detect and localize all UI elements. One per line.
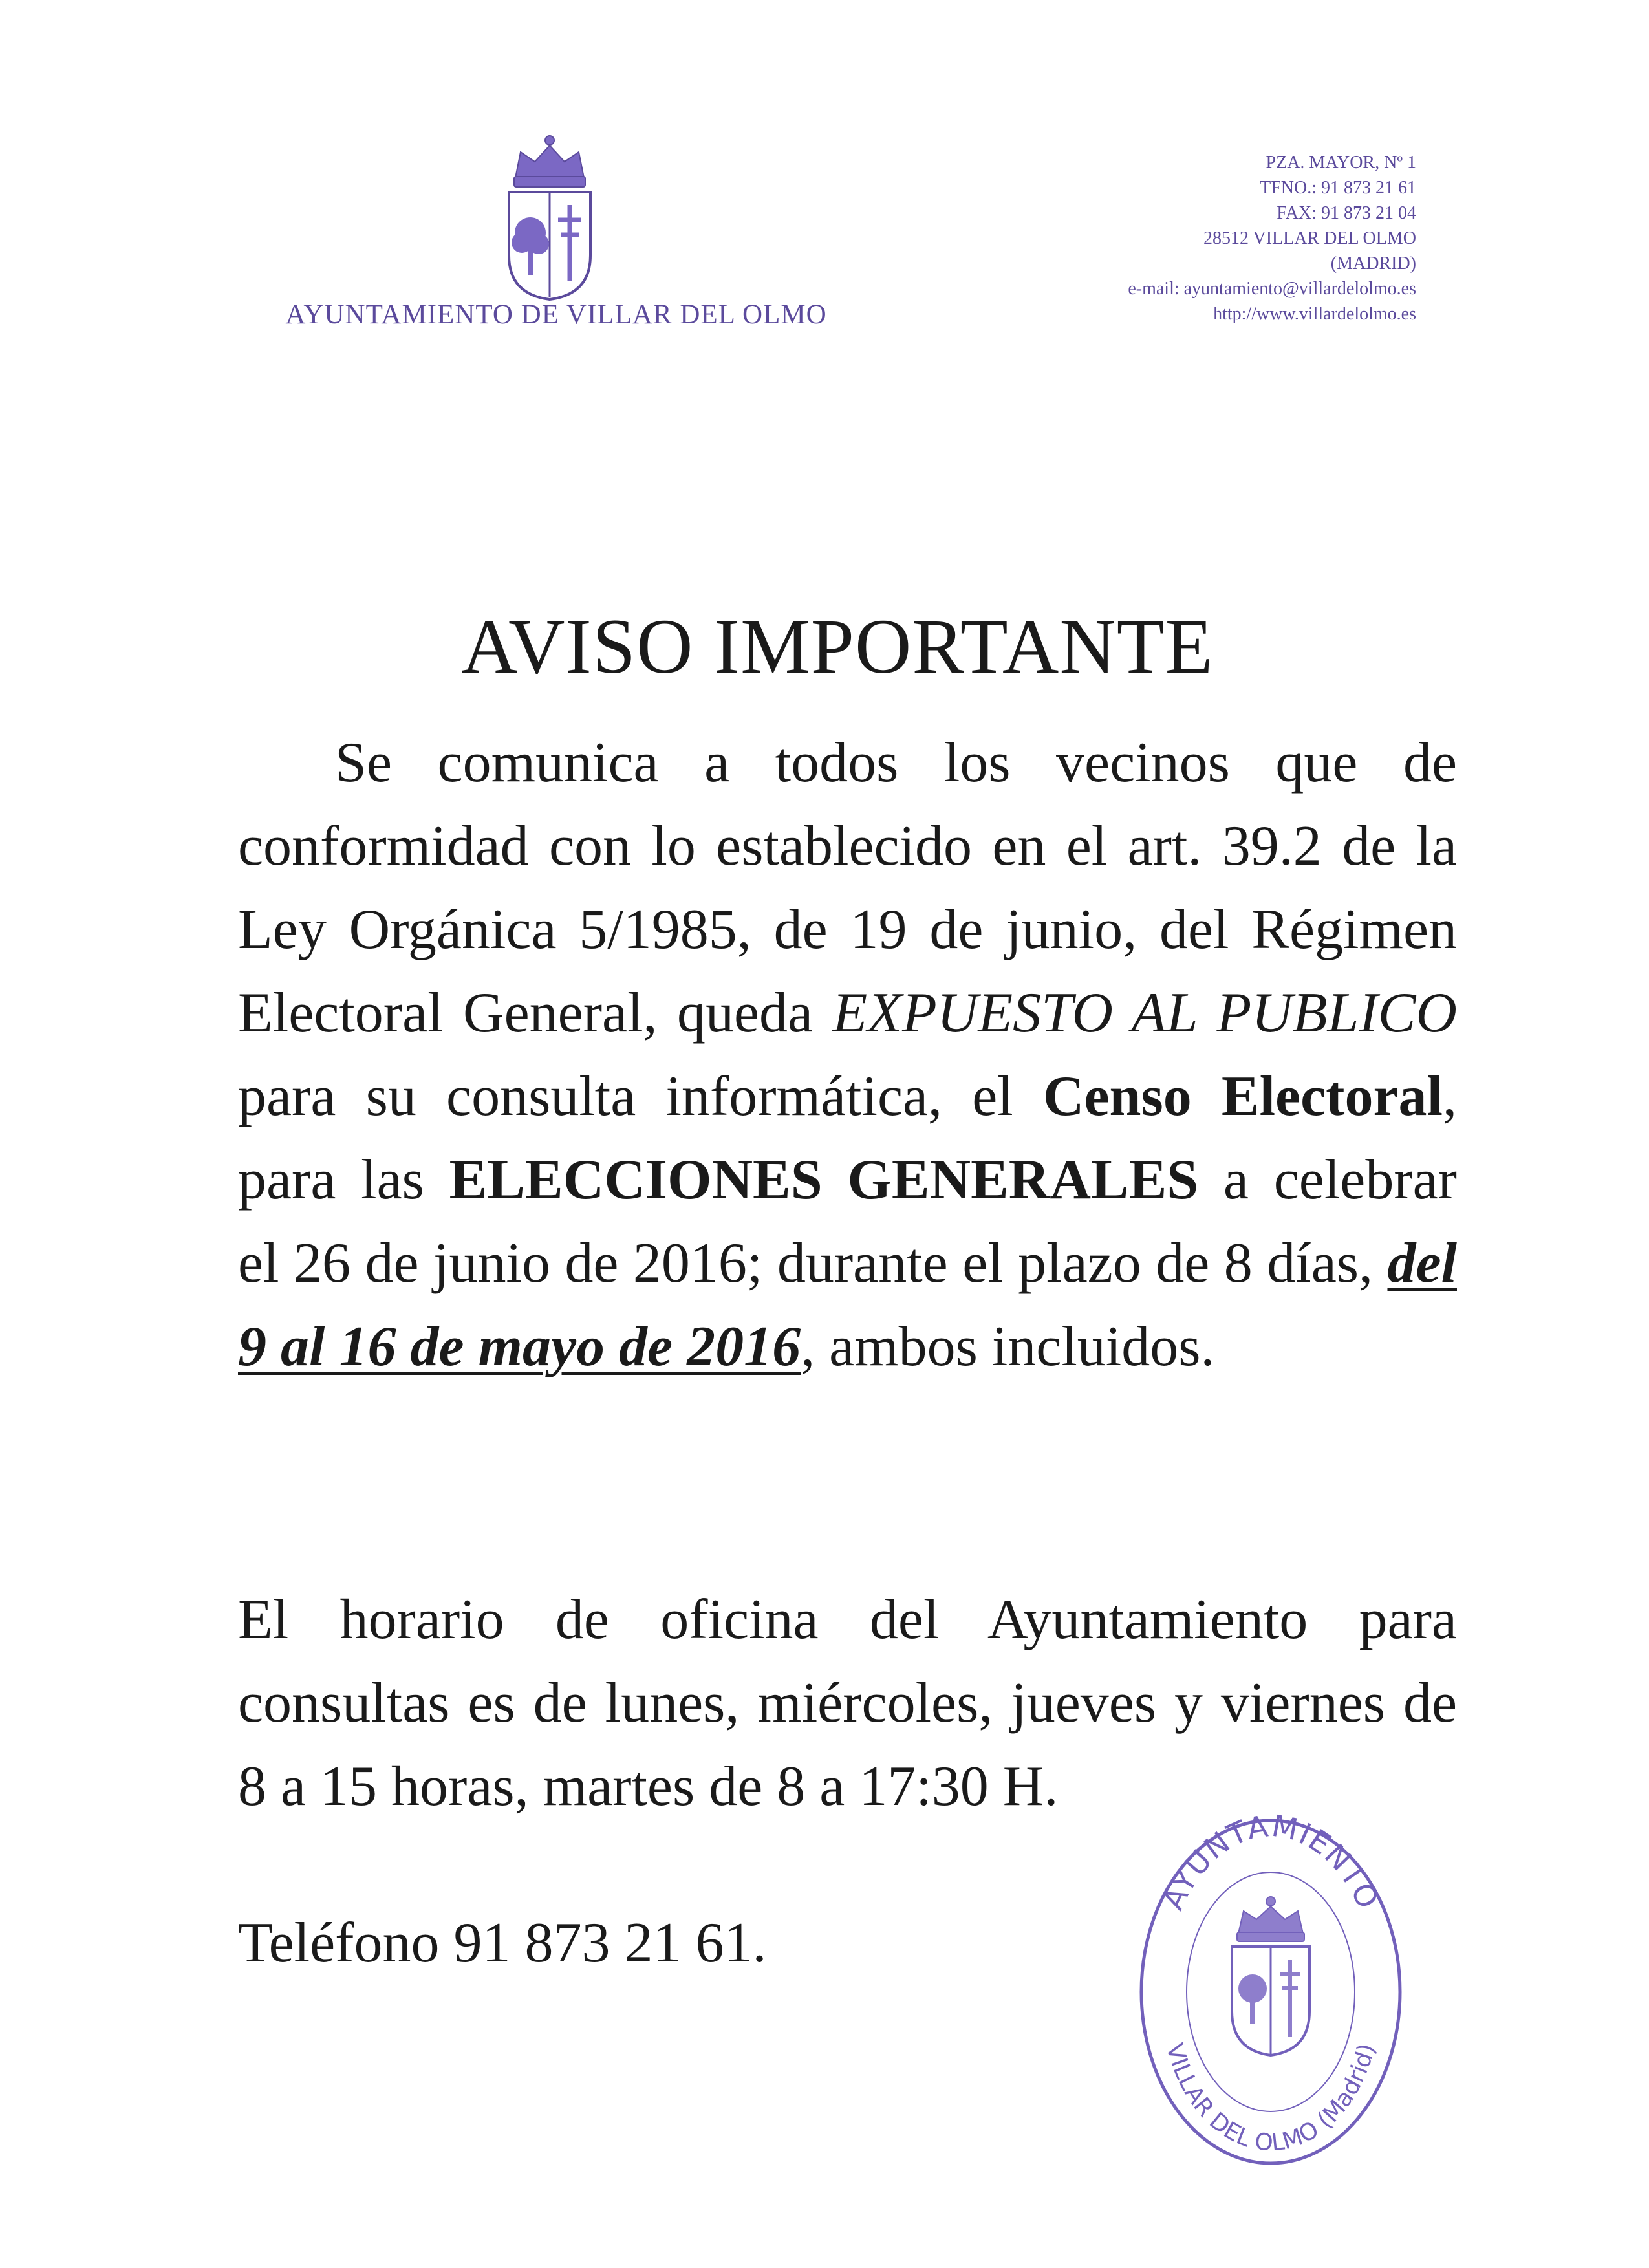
svg-text:VILLAR DEL OLMO (Madrid) [1161, 2040, 1381, 2156]
notice-paragraph [238, 721, 1457, 1388]
elections-label: ELECCIONES GENERALES [449, 1149, 1199, 1211]
census-label: Censo Electoral [1042, 1065, 1443, 1128]
organization-name: AYUNTAMIENTO DE VILLAR DEL OLMO [285, 299, 827, 330]
official-stamp [1135, 1804, 1406, 2166]
province-line: (MADRID) [1330, 254, 1416, 274]
contact-block [1128, 150, 1416, 327]
postal-line: 28512 VILLAR DEL OLMO [1203, 228, 1416, 248]
notice-text-d: a celebrar el 26 de junio de 2016; durante el plazo de 8 días, [238, 1149, 1457, 1295]
website-line: http://www.villardelolmo.es [1213, 304, 1416, 324]
phone-line: TFNO.: 91 873 21 61 [1260, 178, 1416, 198]
exposed-to-public: EXPUESTO AL PUBLICO [832, 982, 1457, 1044]
contact-phone: Teléfono 91 873 21 61. [238, 1912, 767, 1974]
email-line: e-mail: ayuntamiento@villardelolmo.es [1128, 279, 1416, 299]
notice-text-c: , para las [238, 1065, 1457, 1211]
notice-title: AVISO IMPORTANTE [461, 603, 1214, 690]
stamp-top-text: AYUNTAMIENTO [1155, 1808, 1386, 1916]
office-hours: El horario de oficina del Ayuntamiento para consultas es de lunes, miércoles, jueves y viernes de 8 a 15 horas, martes de 8 a 17:30 H. [238, 1588, 1457, 1818]
notice-text-b: para su consulta informática, el [238, 1065, 1043, 1128]
exposure-dates: del 9 al 16 de mayo de 2016 [238, 1232, 1457, 1378]
notice-text-a: Se comunica a todos los vecinos que de conformidad con lo establecido en el art. 39.2 de la Ley Orgánica 5/1985, de 19 de junio, del Régimen Electoral General, queda [238, 731, 1457, 1044]
stamp-bottom-text: VILLAR DEL OLMO (Madrid) [1160, 2040, 1381, 2157]
notice-text-e: , ambos incluidos. [801, 1315, 1215, 1378]
address-line: PZA. MAYOR, Nº 1 [1266, 153, 1416, 173]
fax-line: FAX: 91 873 21 04 [1277, 203, 1416, 223]
municipal-crest-logo [501, 133, 598, 301]
